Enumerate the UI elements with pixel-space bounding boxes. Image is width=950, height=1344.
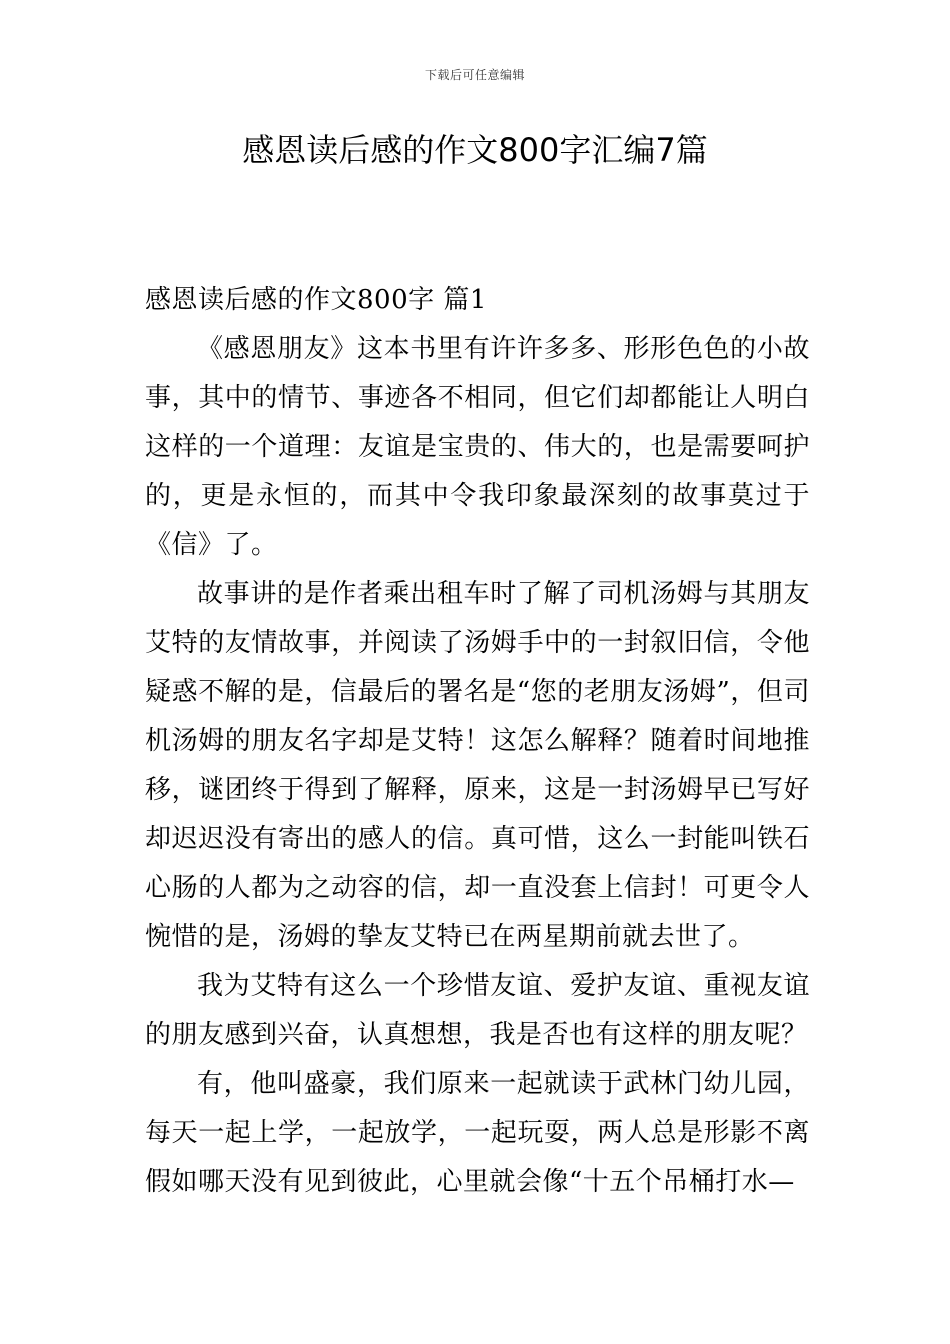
document-body bbox=[145, 276, 810, 1207]
paragraph-4: 有，他叫盛豪，我们原来一起就读于武林门幼儿园，每天一起上学，一起放学，一起玩耍，两人总是形影不离假如哪天没有见到彼此，心里就会像“十五个吊桶打水— bbox=[145, 1069, 810, 1197]
paragraph-3: 我为艾特有这么一个珍惜友谊、爱护友谊、重视友谊的朋友感到兴奋，认真想想，我是否也有这样的朋友呢？ bbox=[145, 971, 810, 1050]
paragraph-1: 《感恩朋友》这本书里有许许多多、形形色色的小故事，其中的情节、事迹各不相同，但它们却都能让人明白这样的一个道理：友谊是宝贵的、伟大的，也是需要呵护的，更是永恒的，而其中令我印象最深刻的故事莫过于《信》了。 bbox=[145, 334, 810, 560]
document-title: 感恩读后感的作文800字汇编7篇 bbox=[242, 131, 708, 169]
paragraph-2: 故事讲的是作者乘出租车时了解了司机汤姆与其朋友艾特的友情故事，并阅读了汤姆手中的一封叙旧信，令他疑惑不解的是，信最后的署名是“您的老朋友汤姆”，但司机汤姆的朋友名字却是艾特！这怎么解释？随着时间地推移，谜团终于得到了解释，原来，这是一封汤姆早已写好却迟迟没有寄出的感人的信。真可惜，这么一封能叫铁石心肠的人都为之动容的信，却一直没套上信封！可更令人惋惜的是，汤姆的挚友艾特已在两星期前就去世了。 bbox=[145, 579, 810, 952]
header-note: 下载后可任意编辑 bbox=[424, 68, 525, 82]
section-heading: 感恩读后感的作文800字 篇1 bbox=[145, 285, 487, 315]
